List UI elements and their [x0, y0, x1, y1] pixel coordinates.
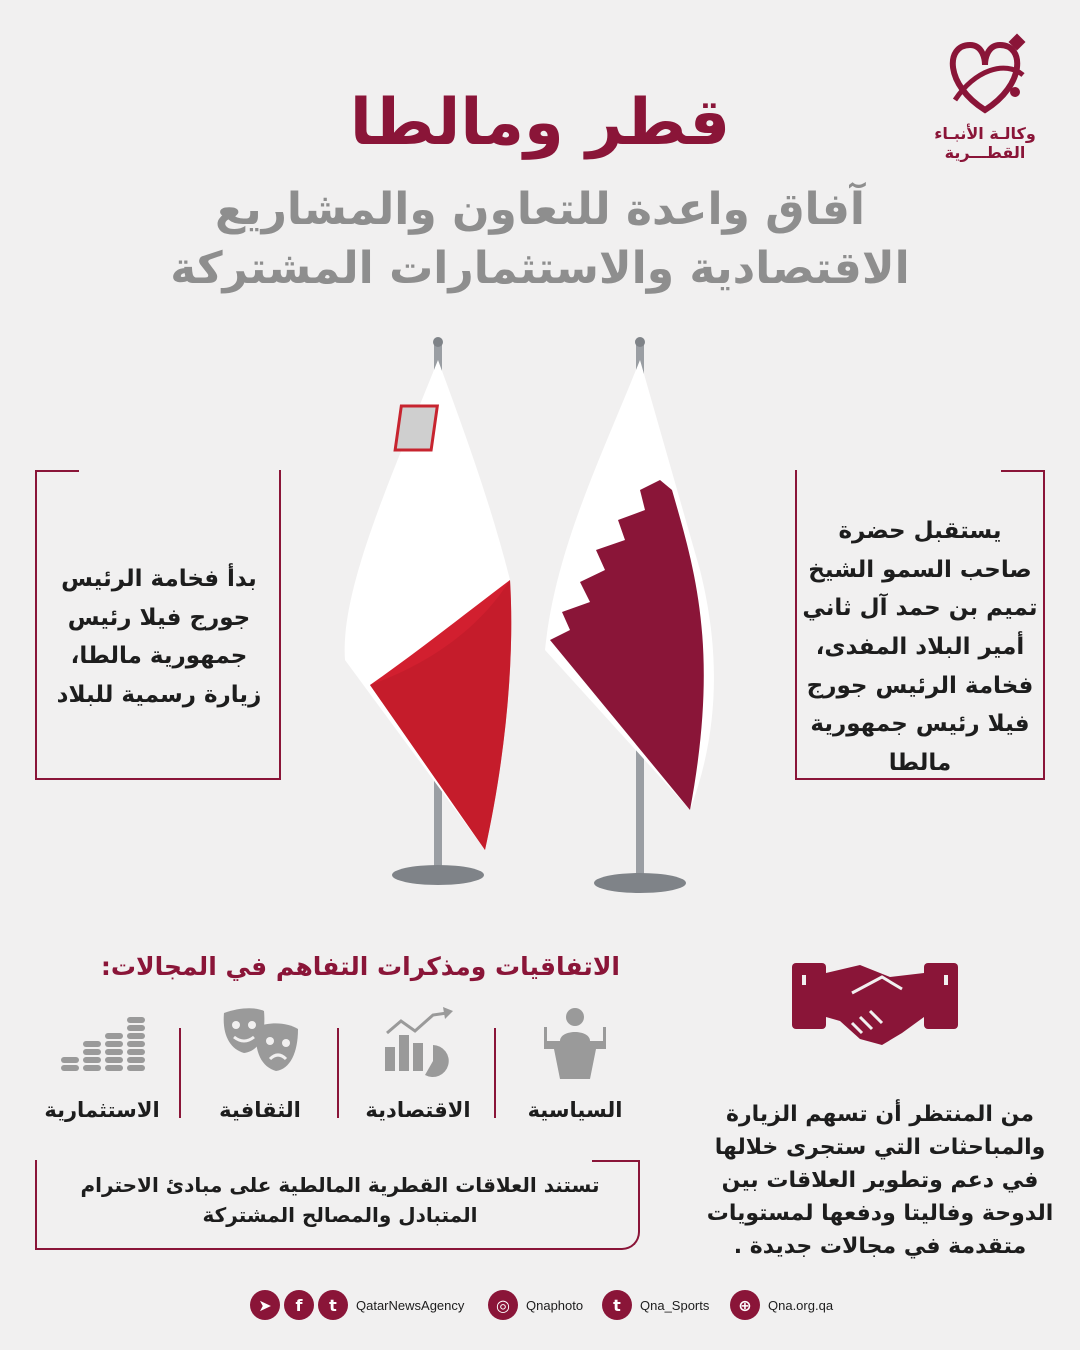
website-group[interactable] [730, 1290, 833, 1320]
qna-handle[interactable]: QatarNewsAgency [356, 1297, 465, 1313]
coin-stacks-icon [57, 1005, 147, 1080]
website-link[interactable]: Qna.org.qa [768, 1297, 834, 1313]
field-political [505, 1005, 645, 1122]
field-divider [337, 1028, 339, 1118]
qatar-flag [545, 337, 714, 893]
qna-social-group[interactable] [250, 1290, 464, 1320]
globe-icon[interactable]: ⊕ [730, 1290, 760, 1320]
theater-masks-icon [220, 1005, 300, 1080]
instagram-icon[interactable]: ◎ [488, 1290, 518, 1320]
field-divider [179, 1028, 181, 1118]
qatar-malta-flags-illustration [300, 330, 780, 900]
visit-info-text: بدأ فخامة الرئيس جورج فيلا رئيس جمهورية مالطا، زيارة رسمية للبلاد [56, 566, 262, 708]
qna-emblem-icon [935, 30, 1035, 120]
malta-flag [345, 337, 512, 885]
qna-logo [920, 30, 1050, 170]
sports-handle[interactable]: Qna_Sports [640, 1297, 710, 1313]
logo-text-line2: القطـــرية [944, 143, 1026, 163]
podium-speaker-icon [540, 1005, 610, 1080]
field-label-cultural: الثقافية [219, 1098, 301, 1122]
agreements-heading: الاتفاقيات ومذكرات التفاهم في المجالات: [100, 952, 620, 981]
instagram-social-group[interactable] [488, 1290, 583, 1320]
handshake-icon [790, 955, 960, 1055]
growth-chart-icon [381, 1005, 456, 1080]
field-economic [348, 1005, 488, 1122]
reception-info-text: يستقبل حضرة صاحب السمو الشيخ تميم بن حمد آل ثاني أمير البلاد المفدى، فخامة الرئيس جورج فيلا رئيس جمهورية مالطا [802, 518, 1038, 776]
field-label-economic: الاقتصادية [365, 1098, 471, 1122]
social-footer [250, 1290, 850, 1324]
twitter-icon[interactable]: t [318, 1290, 348, 1320]
telegram-icon[interactable]: ➤ [250, 1290, 280, 1320]
instagram-handle[interactable]: Qnaphoto [526, 1297, 584, 1313]
relations-text: تستند العلاقات القطرية المالطية على مبادئ الاحترام المتبادل والمصالح المشتركة [80, 1173, 600, 1227]
field-cultural [190, 1005, 330, 1122]
field-divider [494, 1028, 496, 1118]
visit-expectation-text: من المنتظر أن تسهم الزيارة والمباحثات التي ستجرى خلالها في دعم وتطوير العلاقات بين الدوحة وفاليتا ودفعها لمستويات متقدمة في مجالات جديدة . [706, 1102, 1054, 1259]
page-title: قطر ومالطا [349, 86, 731, 160]
field-label-investment: الاستثمارية [44, 1098, 160, 1122]
twitter-icon[interactable]: t [602, 1290, 632, 1320]
page-subtitle: آفاق واعدة للتعاون والمشاريع الاقتصادية والاستثمارات المشتركة [170, 184, 910, 295]
field-label-political: السياسية [527, 1098, 623, 1122]
logo-text-line1: وكالـة الأنبـاء [934, 124, 1036, 143]
sports-social-group[interactable] [602, 1290, 709, 1320]
field-investment [32, 1005, 172, 1122]
facebook-icon[interactable]: f [284, 1290, 314, 1320]
